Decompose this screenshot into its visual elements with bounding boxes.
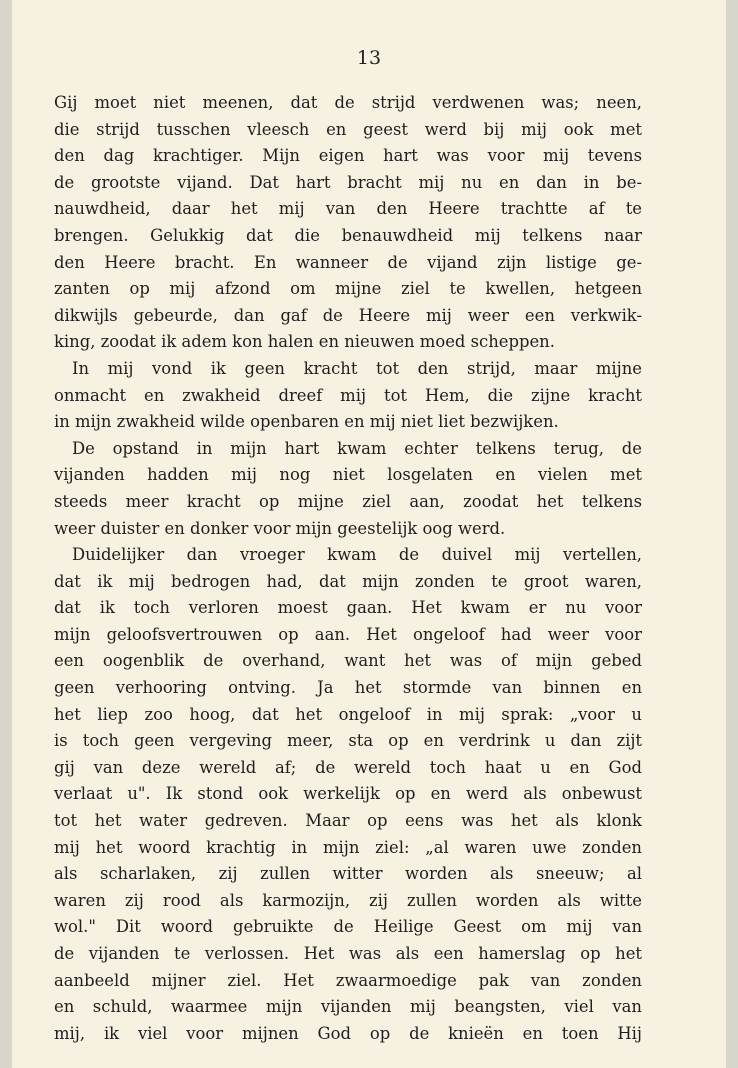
- text-line: mijn geloofsvertrouwen op aan. Het ongeloof had weer voor: [54, 624, 642, 644]
- text-line: steeds meer kracht op mijne ziel aan, zoodat het telkens: [54, 491, 642, 511]
- text-line: In mij vond ik geen kracht tot den strijd, maar mijne: [72, 358, 642, 378]
- text-line: De opstand in mijn hart kwam echter telkens terug, de: [72, 438, 642, 458]
- text-line: de vijanden te verlossen. Het was als een hamerslag op het: [54, 944, 642, 963]
- paragraph: [54, 90, 642, 356]
- text-line: dat ik toch verloren moest gaan. Het kwam er nu voor: [54, 598, 642, 618]
- text-line: in mijn zwakheid wilde openbaren en mij niet liet bezwijken.: [54, 412, 559, 432]
- text-line: is toch geen vergeving meer, sta op en verdrink u dan zijt: [54, 731, 642, 751]
- text-line: Duidelijker dan vroeger kwam de duivel mij vertellen,: [72, 545, 642, 565]
- text-line: mij het woord krachtig in mijn ziel: „al waren uwe zonden: [54, 837, 642, 857]
- page-number: 13: [356, 47, 382, 69]
- paragraph: [54, 436, 642, 542]
- text-line: brengen. Gelukkig dat die benauwdheid mij telkens naar: [54, 225, 642, 245]
- text-line: king, zoodat ik adem kon halen en nieuwen moed scheppen.: [54, 332, 555, 352]
- text-line: wol." Dit woord gebruikte de Heilige Geest om mij van: [54, 917, 642, 937]
- text-line: het liep zoo hoog, dat het ongeloof in mij sprak: „voor u: [54, 704, 642, 724]
- text-line: onmacht en zwakheid dreef mij tot Hem, die zijne kracht: [54, 385, 642, 405]
- text-line: nauwdheid, daar het mij van den Heere trachtte af te: [54, 199, 642, 219]
- text-line: den Heere bracht. En wanneer de vijand zijn listige ge-: [54, 252, 642, 272]
- text-line: den dag krachtiger. Mijn eigen hart was voor mij tevens: [54, 146, 642, 166]
- text-line: Gij moet niet meenen, dat de strijd verdwenen was; neen,: [54, 93, 642, 112]
- text-line: waren zij rood als karmozijn, zij zullen worden als witte: [54, 890, 642, 910]
- text-line: aanbeeld mijner ziel. Het zwaarmoedige pak van zonden: [54, 970, 642, 990]
- text-line: geen verhooring ontving. Ja het stormde van binnen en: [54, 678, 642, 698]
- paragraph: [54, 542, 642, 1047]
- text-line: vijanden hadden mij nog niet losgelaten en vielen met: [54, 465, 642, 485]
- text-line: tot het water gedreven. Maar op eens was het als klonk: [54, 811, 642, 831]
- book-page: [12, 0, 726, 1068]
- body-text: [54, 90, 642, 1047]
- text-line: een oogenblik de overhand, want het was of mijn gebed: [54, 651, 642, 671]
- text-line: dikwijls gebeurde, dan gaf de Heere mij weer een verkwik-: [54, 305, 642, 325]
- text-line: de grootste vijand. Dat hart bracht mij nu en dan in be-: [54, 172, 642, 192]
- text-line: en schuld, waarmee mijn vijanden mij beangsten, viel van: [54, 997, 642, 1017]
- paragraph: [54, 356, 642, 436]
- text-line: dat ik mij bedrogen had, dat mijn zonden te groot waren,: [54, 571, 642, 591]
- text-line: mij, ik viel voor mijnen God op de knieën en toen Hij: [54, 1023, 642, 1043]
- text-line: verlaat u". Ik stond ook werkelijk op en werd als onbewust: [54, 784, 642, 804]
- text-line: als scharlaken, zij zullen witter worden als sneeuw; al: [54, 864, 642, 884]
- text-line: weer duister en donker voor mijn geestelijk oog werd.: [54, 518, 506, 538]
- text-line: die strijd tusschen vleesch en geest werd bij mij ook met: [54, 119, 642, 139]
- text-line: gij van deze wereld af; de wereld toch haat u en God: [54, 757, 642, 777]
- text-line: zanten op mij afzond om mijne ziel te kwellen, hetgeen: [54, 279, 642, 299]
